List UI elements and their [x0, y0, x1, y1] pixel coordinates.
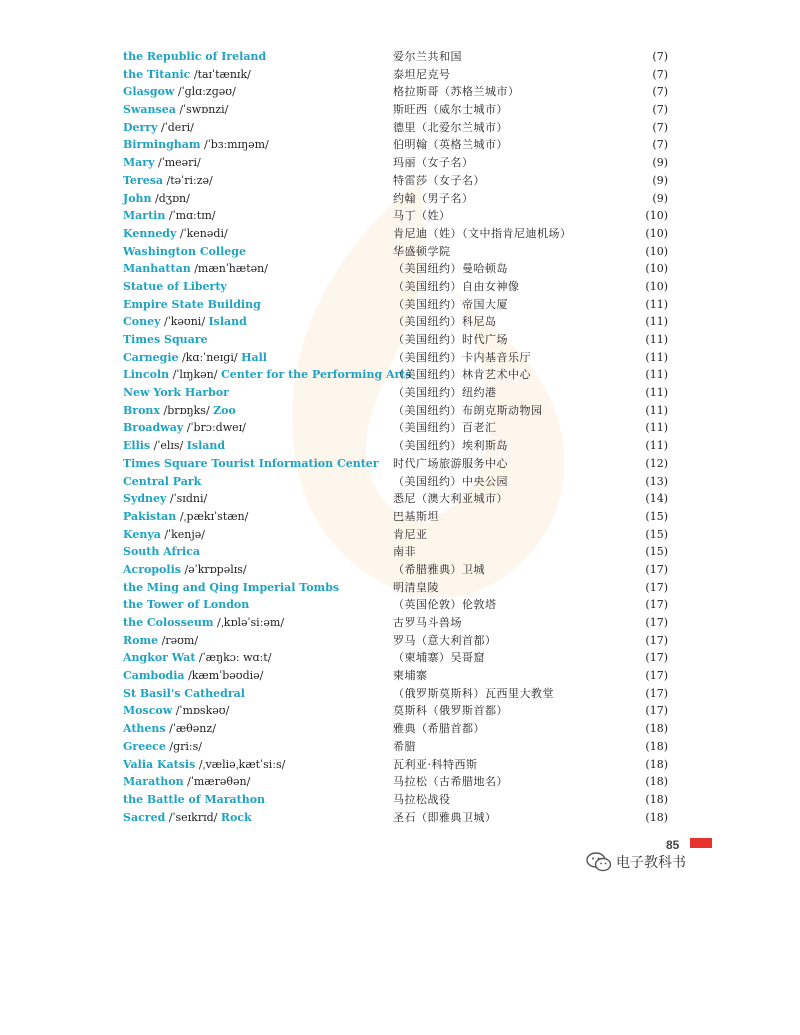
glossary-term: [123, 119, 391, 137]
glossary-term: [123, 243, 391, 261]
glossary-row: [123, 207, 668, 225]
english-term: Glasgow: [123, 85, 175, 99]
unit-page-ref: (10): [645, 244, 668, 258]
glossary-row: [123, 419, 668, 437]
glossary-term: [123, 349, 391, 367]
unit-page-ref: (15): [645, 545, 668, 559]
glossary-term: [123, 207, 391, 225]
chinese-translation: 巴基斯坦: [393, 509, 439, 523]
glossary-term: [123, 225, 391, 243]
glossary-row: [123, 48, 668, 66]
chinese-translation: （美国纽约）布朗克斯动物园: [393, 403, 543, 417]
phonetic-transcription: /ˈlɪŋkən/: [172, 368, 218, 382]
english-term: Cambodia: [123, 669, 185, 683]
chinese-translation: 罗马（意大利首都）: [393, 633, 497, 647]
english-term: Marathon: [123, 775, 184, 789]
glossary-term: [123, 473, 391, 491]
glossary-term: [123, 366, 412, 384]
chinese-translation: 马丁（姓）: [393, 209, 451, 223]
english-term: Angkor Wat: [123, 651, 196, 665]
unit-page-ref: (17): [645, 704, 668, 718]
chinese-translation: （美国纽约）卡内基音乐厅: [393, 350, 531, 364]
unit-page-ref: (7): [652, 138, 668, 152]
glossary-term: [123, 791, 391, 809]
english-term: Coney: [123, 315, 161, 329]
english-term: Sydney: [123, 492, 167, 506]
unit-page-ref: (18): [645, 739, 668, 753]
glossary-row: [123, 243, 668, 261]
phonetic-transcription: /ˈswɒnzi/: [179, 103, 229, 117]
glossary-term: [123, 278, 391, 296]
chinese-translation: 明清皇陵: [393, 580, 439, 594]
phonetic-transcription: /ˈkenədi/: [179, 226, 228, 240]
chinese-translation: 华盛顿学院: [393, 244, 451, 258]
phonetic-transcription: /ˈelɪs/: [153, 439, 184, 453]
chinese-translation: （美国纽约）帝国大厦: [393, 297, 508, 311]
watermark-text: 电子教科书: [616, 855, 686, 871]
phonetic-transcription: /ˌkɒləˈsiːəm/: [217, 616, 285, 629]
glossary-term: [123, 632, 391, 650]
english-term: Pakistan: [123, 509, 177, 523]
glossary-term: [123, 83, 391, 101]
english-term-suffix: Island: [186, 439, 226, 453]
english-term: Mary: [123, 156, 155, 170]
chinese-translation: （美国纽约）纽约港: [393, 386, 497, 400]
english-term: Broadway: [123, 421, 184, 435]
glossary-term: [123, 490, 391, 508]
glossary-term: [123, 437, 391, 455]
chinese-translation: 肯尼亚: [393, 527, 428, 541]
chinese-translation: （希腊雅典）卫城: [393, 562, 485, 576]
phonetic-transcription: /ˈbrɔːdweɪ/: [186, 421, 246, 435]
glossary-row: [123, 702, 668, 720]
chinese-translation: 马拉松（古希腊地名）: [393, 775, 508, 789]
glossary-term: [123, 720, 391, 738]
phonetic-transcription: /təˈriːzə/: [166, 173, 213, 187]
glossary-term: [123, 402, 391, 420]
english-term: St Basil's Cathedral: [123, 686, 245, 700]
unit-page-ref: (18): [645, 775, 668, 789]
phonetic-transcription: /rəʊm/: [161, 633, 199, 647]
chinese-translation: 雅典（希腊首都）: [393, 722, 485, 736]
phonetic-transcription: /ˌpækɪˈstæn/: [179, 509, 249, 523]
unit-page-ref: (10): [645, 262, 668, 276]
unit-page-ref: (18): [645, 792, 668, 806]
unit-page-ref: (17): [645, 651, 668, 665]
english-term: Central Park: [123, 474, 202, 488]
english-term: Statue of Liberty: [123, 279, 227, 293]
unit-page-ref: (10): [645, 226, 668, 240]
glossary-row: [123, 685, 668, 703]
phonetic-transcription: /ˈbɜːmɪŋəm/: [204, 138, 269, 152]
glossary-row: [123, 596, 668, 614]
phonetic-transcription: /əˈkrɒpəlɪs/: [184, 562, 247, 576]
glossary-row: [123, 756, 668, 774]
glossary-row: [123, 437, 668, 455]
chinese-translation: 伯明翰（英格兰城市）: [393, 138, 508, 152]
english-term: the Ming and Qing Imperial Tombs: [123, 580, 340, 594]
chinese-translation: 斯旺西（威尔士城市）: [393, 103, 508, 117]
glossary-row: [123, 384, 668, 402]
chinese-translation: 古罗马斗兽场: [393, 616, 462, 629]
unit-page-ref: (10): [645, 279, 668, 293]
phonetic-transcription: /ˈæŋkɔː wɑːt/: [198, 651, 272, 665]
chinese-translation: （美国纽约）埃利斯岛: [393, 439, 508, 453]
english-term: South Africa: [123, 545, 201, 559]
unit-page-ref: (18): [645, 722, 668, 736]
unit-page-ref: (18): [645, 810, 668, 824]
unit-page-ref: (17): [645, 669, 668, 683]
glossary-term: [123, 702, 391, 720]
unit-page-ref: (7): [652, 50, 668, 63]
unit-page-ref: (18): [645, 757, 668, 771]
chinese-translation: 约翰（男子名）: [393, 191, 474, 205]
unit-page-ref: (7): [652, 67, 668, 81]
glossary-term: [123, 419, 391, 437]
chinese-translation: 圣石（即雅典卫城）: [393, 810, 497, 824]
glossary-row: [123, 313, 668, 331]
glossary-term: [123, 649, 391, 667]
glossary-term: [123, 667, 391, 685]
unit-page-ref: (7): [652, 85, 668, 99]
glossary-row: [123, 260, 668, 278]
unit-page-ref: (12): [645, 456, 668, 470]
glossary-term: [123, 66, 391, 84]
chinese-translation: 莫斯科（俄罗斯首都）: [393, 704, 508, 718]
english-term: Times Square Tourist Information Center: [123, 456, 379, 470]
glossary-term: [123, 154, 391, 172]
phonetic-transcription: /ˈsɪdni/: [169, 492, 208, 506]
unit-page-ref: (13): [645, 474, 668, 488]
english-term: the Battle of Marathon: [123, 792, 266, 806]
glossary-row: [123, 455, 668, 473]
glossary-term: [123, 48, 391, 66]
english-term: Athens: [123, 722, 166, 736]
glossary-row: [123, 473, 668, 491]
glossary-term: [123, 809, 391, 827]
unit-page-ref: (11): [645, 439, 668, 453]
english-term-suffix: Hall: [241, 350, 267, 364]
chinese-translation: 特雷莎（女子名）: [393, 173, 485, 187]
unit-page-ref: (11): [645, 386, 668, 400]
glossary-row: [123, 136, 668, 154]
glossary-list: [123, 48, 668, 826]
phonetic-transcription: /mænˈhætən/: [194, 262, 268, 276]
english-term: Derry: [123, 120, 158, 134]
unit-page-ref: (15): [645, 527, 668, 541]
phonetic-transcription: /ɡriːs/: [169, 739, 202, 753]
glossary-row: [123, 720, 668, 738]
english-term: New York Harbor: [123, 386, 229, 400]
glossary-term: [123, 526, 391, 544]
page-number-bar: [690, 838, 712, 848]
chinese-translation: （美国纽约）林肯艺术中心: [393, 368, 531, 382]
unit-page-ref: (17): [645, 598, 668, 612]
glossary-row: [123, 614, 668, 632]
unit-page-ref: (11): [645, 315, 668, 329]
english-term: Birmingham: [123, 138, 201, 152]
phonetic-transcription: /ˈmærəθən/: [187, 775, 251, 789]
phonetic-transcription: /ˈmɑːtɪn/: [168, 209, 216, 223]
phonetic-transcription: /ˈkəʊni/: [163, 315, 206, 329]
glossary-term: [123, 455, 391, 473]
glossary-row: [123, 773, 668, 791]
chinese-translation: （美国纽约）百老汇: [393, 421, 497, 435]
glossary-row: [123, 66, 668, 84]
english-term: Ellis: [123, 439, 151, 453]
english-term: John: [123, 191, 152, 205]
glossary-row: [123, 561, 668, 579]
glossary-row: [123, 331, 668, 349]
unit-page-ref: (11): [645, 403, 668, 417]
english-term: Kenya: [123, 527, 161, 541]
phonetic-transcription: /ˌvæliəˌkætˈsiːs/: [198, 757, 286, 771]
unit-page-ref: (14): [645, 492, 668, 506]
chinese-translation: 柬埔寨: [393, 669, 428, 683]
glossary-term: [123, 756, 391, 774]
phonetic-transcription: /ˈseɪkrɪd/: [168, 810, 218, 824]
english-term: Manhattan: [123, 262, 191, 276]
glossary-term: [123, 738, 391, 756]
glossary-row: [123, 579, 668, 597]
chinese-translation: 爱尔兰共和国: [393, 50, 462, 63]
glossary-term: [123, 190, 391, 208]
glossary-term: [123, 579, 391, 597]
glossary-term: [123, 296, 391, 314]
glossary-term: [123, 561, 391, 579]
unit-page-ref: (9): [652, 173, 668, 187]
glossary-term: [123, 260, 391, 278]
chinese-translation: 时代广场旅游服务中心: [393, 456, 508, 470]
glossary-row: [123, 190, 668, 208]
unit-page-ref: (17): [645, 580, 668, 594]
english-term: Moscow: [123, 704, 173, 718]
english-term: the Tower of London: [123, 598, 250, 612]
chinese-translation: 瓦利亚·科特西斯: [393, 757, 478, 771]
phonetic-transcription: /taɪˈtænɪk/: [193, 67, 251, 81]
unit-page-ref: (17): [645, 616, 668, 629]
glossary-row: [123, 402, 668, 420]
glossary-row: [123, 278, 668, 296]
english-term: Bronx: [123, 403, 160, 417]
unit-page-ref: (17): [645, 633, 668, 647]
glossary-term: [123, 543, 391, 561]
english-term: the Colosseum: [123, 616, 214, 629]
phonetic-transcription: /brɒŋks/: [163, 403, 210, 417]
english-term: Washington College: [123, 244, 246, 258]
english-term: Empire State Building: [123, 297, 261, 311]
unit-page-ref: (9): [652, 191, 668, 205]
chinese-translation: （英国伦敦）伦敦塔: [393, 598, 497, 612]
glossary-term: [123, 685, 391, 703]
unit-page-ref: (10): [645, 209, 668, 223]
phonetic-transcription: /ˈmeəri/: [158, 156, 201, 170]
glossary-term: [123, 384, 391, 402]
english-term: Rome: [123, 633, 159, 647]
phonetic-transcription: /kæmˈbəʊdiə/: [188, 669, 264, 683]
glossary-row: [123, 154, 668, 172]
english-term-suffix: Island: [208, 315, 247, 329]
page-number: 85: [666, 838, 680, 852]
glossary-row: [123, 543, 668, 561]
english-term: the Titanic: [123, 67, 191, 81]
glossary-term: [123, 313, 391, 331]
english-term: Swansea: [123, 103, 176, 117]
chinese-translation: （美国纽约）中央公园: [393, 474, 508, 488]
phonetic-transcription: /ˈkenjə/: [164, 527, 205, 541]
glossary-term: [123, 136, 391, 154]
glossary-term: [123, 172, 391, 190]
chinese-translation: 马拉松战役: [393, 792, 451, 806]
glossary-term: [123, 596, 391, 614]
chinese-translation: 玛丽（女子名）: [393, 156, 474, 170]
english-term: Kennedy: [123, 226, 177, 240]
english-term: Valia Katsis: [123, 757, 196, 771]
glossary-row: [123, 649, 668, 667]
unit-page-ref: (7): [652, 120, 668, 134]
unit-page-ref: (11): [645, 421, 668, 435]
english-term-suffix: Zoo: [213, 403, 236, 417]
chinese-translation: （美国纽约）曼哈顿岛: [393, 262, 508, 276]
phonetic-transcription: /ˈɡlɑːzɡəʊ/: [177, 85, 236, 99]
glossary-row: [123, 738, 668, 756]
glossary-row: [123, 667, 668, 685]
glossary-row: [123, 791, 668, 809]
english-term: Greece: [123, 739, 166, 753]
english-term: Times Square: [123, 333, 208, 346]
glossary-row: [123, 225, 668, 243]
chinese-translation: （美国纽约）自由女神像: [393, 279, 520, 293]
glossary-term: [123, 101, 391, 119]
chinese-translation: 肯尼迪（姓）（文中指肯尼迪机场）: [393, 226, 572, 240]
phonetic-transcription: /ˈæθənz/: [169, 722, 216, 736]
chinese-translation: 泰坦尼克号: [393, 67, 451, 81]
glossary-row: [123, 508, 668, 526]
glossary-term: [123, 508, 391, 526]
glossary-row: [123, 119, 668, 137]
english-term: Carnegie: [123, 350, 179, 364]
glossary-term: [123, 331, 391, 349]
phonetic-transcription: /kɑːˈneɪɡi/: [182, 350, 238, 364]
unit-page-ref: (15): [645, 509, 668, 523]
glossary-row: [123, 632, 668, 650]
glossary-row: [123, 526, 668, 544]
glossary-row: [123, 101, 668, 119]
glossary-row: [123, 296, 668, 314]
unit-page-ref: (7): [652, 103, 668, 117]
chinese-translation: （美国纽约）时代广场: [393, 333, 508, 346]
english-term-suffix: Rock: [220, 810, 252, 824]
glossary-row: [123, 83, 668, 101]
glossary-row: [123, 490, 668, 508]
unit-page-ref: (11): [645, 333, 668, 346]
chinese-translation: （俄罗斯莫斯科）瓦西里大教堂: [393, 686, 554, 700]
english-term: the Republic of Ireland: [123, 50, 267, 63]
glossary-term: [123, 614, 391, 632]
wechat-icon: [586, 852, 612, 872]
unit-page-ref: (17): [645, 562, 668, 576]
unit-page-ref: (9): [652, 156, 668, 170]
chinese-translation: （柬埔寨）吴哥窟: [393, 651, 485, 665]
chinese-translation: 格拉斯哥（苏格兰城市）: [393, 85, 520, 99]
glossary-term: [123, 773, 391, 791]
glossary-row: [123, 172, 668, 190]
chinese-translation: 德里（北爱尔兰城市）: [393, 120, 508, 134]
unit-page-ref: (11): [645, 350, 668, 364]
chinese-translation: 悉尼（澳大利亚城市）: [393, 492, 508, 506]
unit-page-ref: (11): [645, 297, 668, 311]
glossary-row: [123, 349, 668, 367]
glossary-row: [123, 366, 668, 384]
english-term: Sacred: [123, 810, 166, 824]
english-term: Martin: [123, 209, 166, 223]
chinese-translation: （美国纽约）科尼岛: [393, 315, 497, 329]
phonetic-transcription: /ˈderi/: [161, 120, 194, 134]
watermark-label: [586, 852, 686, 872]
phonetic-transcription: /ˈmɒskəʊ/: [175, 704, 230, 718]
unit-page-ref: (17): [645, 686, 668, 700]
english-term: Teresa: [123, 173, 164, 187]
english-term: Acropolis: [123, 562, 181, 576]
phonetic-transcription: /dʒɒn/: [155, 191, 190, 205]
english-term-suffix: Center for the Performing Arts: [220, 368, 412, 382]
glossary-row: [123, 809, 668, 827]
english-term: Lincoln: [123, 368, 170, 382]
chinese-translation: 希腊: [393, 739, 416, 753]
chinese-translation: 南非: [393, 545, 416, 559]
unit-page-ref: (11): [645, 368, 668, 382]
